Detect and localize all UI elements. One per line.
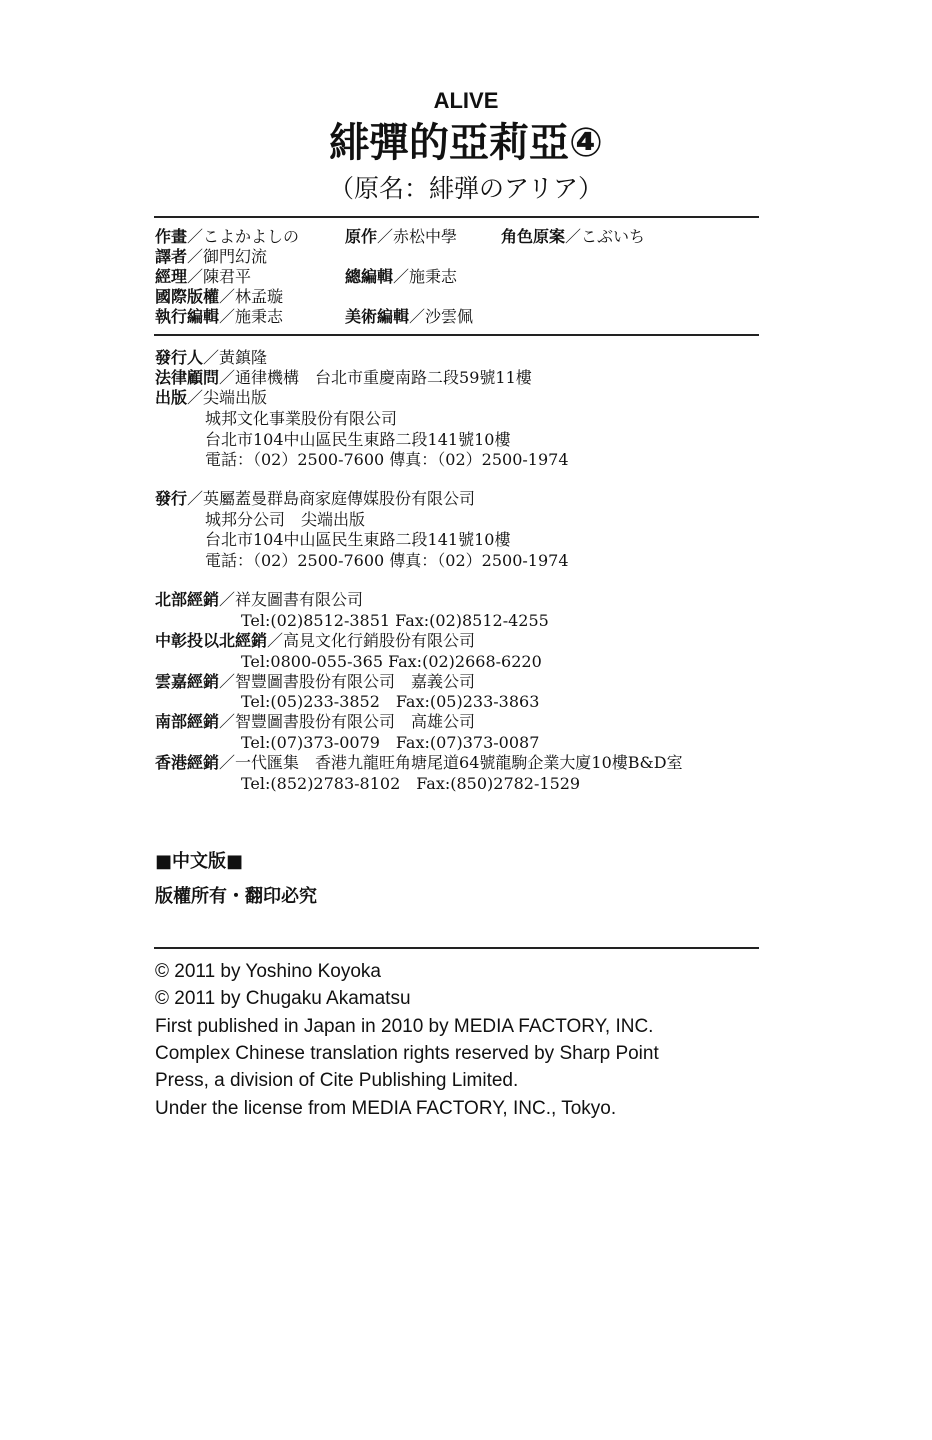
series-name: ALIVE (433, 88, 499, 113)
copyright-line: Under the license from MEDIA FACTORY, INC., Tokyo. (155, 1098, 617, 1119)
distribution-address: 台北市104中山區民生東路二段141號10樓 (205, 530, 511, 549)
credit-chief-editor: 總編輯／施秉志 (345, 267, 458, 286)
divider-middle (154, 334, 759, 336)
credit-art-editor: 美術編輯／沙雲佩 (345, 307, 474, 326)
credit-translator: 譯者／御門幻流 (155, 247, 268, 266)
publishing-line: 出版／尖端出版 (155, 388, 268, 407)
distributor-south-contact: Tel:(07)373-0079 Fax:(07)373-0087 (241, 733, 540, 752)
publishing-company: 城邦文化事業股份有限公司 (205, 409, 398, 428)
distributor-chiayi: 雲嘉經銷／智豐圖書股份有限公司 嘉義公司 (155, 672, 476, 691)
copyright-line: Press, a division of Cite Publishing Limited. (155, 1070, 519, 1091)
distributor-south: 南部經銷／智豐圖書股份有限公司 高雄公司 (155, 712, 476, 731)
distributor-north: 北部經銷／祥友圖書有限公司 (155, 590, 364, 609)
copyright-line: First published in Japan in 2010 by MEDIA FACTORY, INC. (155, 1016, 654, 1037)
credit-international-rights: 國際版權／林孟璇 (155, 287, 284, 306)
original-title: （原名：緋弾のアリア） (328, 174, 603, 203)
credit-artist: 作畫／こよかよしの (155, 227, 300, 246)
distribution-line: 發行／英屬蓋曼群島商家庭傳媒股份有限公司 (155, 489, 476, 508)
book-title: 緋彈的亞莉亞④ (329, 120, 603, 166)
publishing-address: 台北市104中山區民生東路二段141號10樓 (205, 430, 511, 449)
copyright-line: Complex Chinese translation rights reserved by Sharp Point (155, 1043, 659, 1064)
divider-top (154, 216, 759, 218)
distributor-central: 中彰投以北經銷／高見文化行銷股份有限公司 (155, 631, 476, 650)
issuer-line: 發行人／黃鎮隆 (155, 348, 268, 367)
distributor-hongkong: 香港經銷／一代匯集 香港九龍旺角塘尾道64號龍駒企業大廈10樓B&D室 (155, 753, 683, 772)
distributor-central-contact: Tel:0800-055-365 Fax:(02)2668-6220 (241, 652, 542, 671)
legal-line: 法律顧問／通律機構 台北市重慶南路二段59號11樓 (155, 368, 532, 387)
divider-bottom (154, 947, 759, 949)
copyright-line: © 2011 by Chugaku Akamatsu (155, 988, 411, 1009)
credit-executive-editor: 執行編輯／施秉志 (155, 307, 284, 326)
distribution-phone: 電話：（02）2500-7600 傳真：（02）2500-1974 (205, 551, 569, 570)
distributor-chiayi-contact: Tel:(05)233-3852 Fax:(05)233-3863 (241, 692, 540, 711)
credit-manager: 經理／陳君平 (155, 267, 252, 286)
publishing-phone: 電話：（02）2500-7600 傳真：（02）2500-1974 (205, 450, 569, 469)
distribution-branch: 城邦分公司 尖端出版 (205, 510, 366, 529)
copyright-line: © 2011 by Yoshino Koyoka (155, 961, 381, 982)
edition-label: ■中文版■ (155, 851, 244, 872)
rights-notice: 版權所有・翻印必究 (155, 886, 317, 907)
credit-character-design: 角色原案／こぶいち (501, 227, 646, 246)
distributor-hongkong-contact: Tel:(852)2783-8102 Fax:(850)2782-1529 (241, 774, 581, 793)
credit-original: 原作／赤松中學 (345, 227, 458, 246)
distributor-north-contact: Tel:(02)8512-3851 Fax:(02)8512-4255 (241, 611, 549, 630)
